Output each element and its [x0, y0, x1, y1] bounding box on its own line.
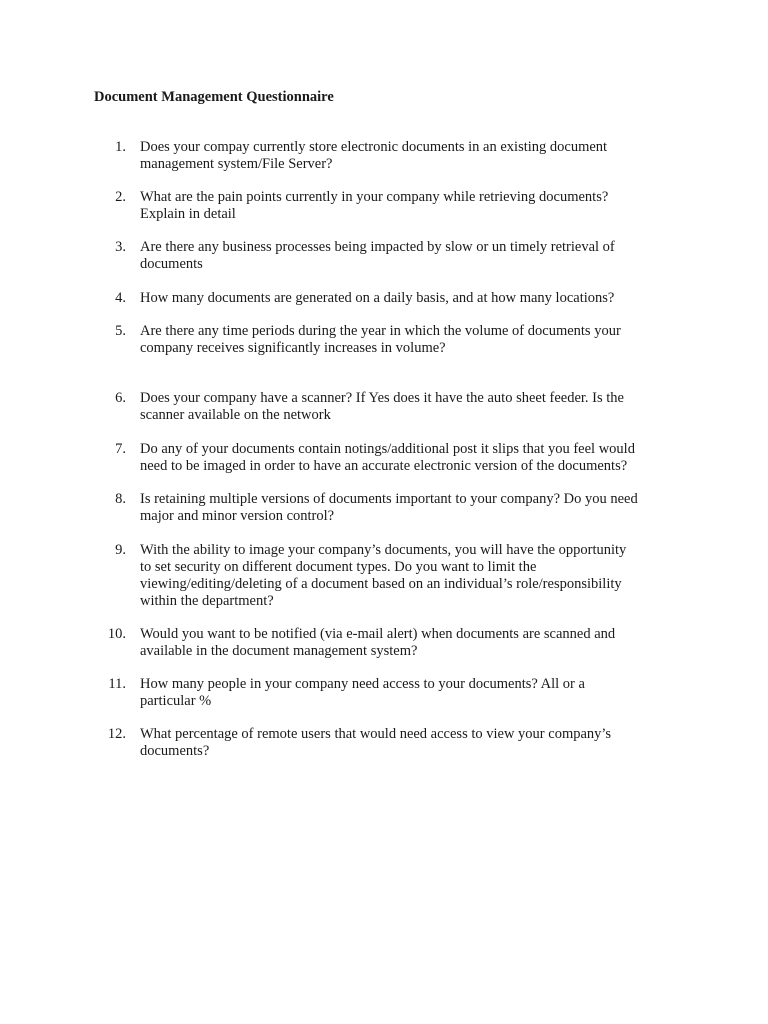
question-number: 2. [115, 189, 126, 205]
question-number: 4. [115, 290, 126, 306]
question-text [140, 441, 680, 475]
question-text-line: Would you want to be notified (via e-mail alert) when documents are scanned and [140, 626, 616, 642]
question-text [140, 323, 680, 357]
question-text [140, 542, 680, 610]
question-text-line: How many people in your company need access to your documents? All or a [140, 676, 585, 692]
question-text-line: management system/File Server? [140, 156, 333, 172]
question-text-line: documents [140, 256, 203, 272]
question-text-line: Explain in detail [140, 206, 236, 222]
question-text-line: documents? [140, 743, 210, 759]
question-text [140, 626, 680, 660]
question-text-line: to set security on different document types. Do you want to limit the [140, 559, 537, 575]
question-text-line: Are there any business processes being impacted by slow or un timely retrieval of [140, 239, 615, 255]
document-title: Document Management Questionnaire [94, 89, 334, 105]
question-text [140, 189, 680, 223]
question-text-line: Does your company have a scanner? If Yes does it have the auto sheet feeder. Is the [140, 390, 624, 406]
question-text-line: Is retaining multiple versions of documents important to your company? Do you need [140, 491, 638, 507]
question-text-line: within the department? [140, 593, 274, 609]
question-text [140, 726, 680, 760]
question-number: 9. [115, 542, 126, 558]
question-number: 12. [107, 726, 126, 742]
question-number: 7. [115, 441, 126, 457]
question-text [140, 390, 680, 424]
question-text [140, 290, 680, 307]
question-text [140, 139, 680, 173]
question-number: 1. [115, 139, 126, 155]
question-text-line: available in the document management system? [140, 643, 418, 659]
question-text [140, 491, 680, 525]
question-text-line: How many documents are generated on a daily basis, and at how many locations? [140, 290, 615, 306]
question-text-line: What are the pain points currently in your company while retrieving documents? [140, 189, 609, 205]
question-text [140, 239, 680, 273]
question-text-line: scanner available on the network [140, 407, 331, 423]
question-text-line: Does your compay currently store electronic documents in an existing document [140, 139, 608, 155]
question-number: 8. [115, 491, 126, 507]
question-number: 5. [115, 323, 126, 339]
question-text-line: With the ability to image your company’s documents, you will have the opportunity [140, 542, 627, 558]
question-text [140, 676, 680, 710]
question-text-line: major and minor version control? [140, 508, 335, 524]
question-text-line: viewing/editing/deleting of a document based on an individual’s role/responsibility [140, 576, 622, 592]
question-text-line: need to be imaged in order to have an accurate electronic version of the documents? [140, 458, 628, 474]
question-text-line: company receives significantly increases in volume? [140, 340, 446, 356]
question-number: 6. [115, 390, 126, 406]
question-number: 11. [108, 676, 126, 692]
question-number: 3. [115, 239, 126, 255]
question-text-line: Do any of your documents contain notings/additional post it slips that you feel would [140, 441, 635, 457]
question-text-line: particular % [140, 693, 212, 709]
question-text-line: Are there any time periods during the year in which the volume of documents your [140, 323, 621, 339]
question-text-line: What percentage of remote users that would need access to view your company’s [140, 726, 612, 742]
question-number: 10. [107, 626, 126, 642]
